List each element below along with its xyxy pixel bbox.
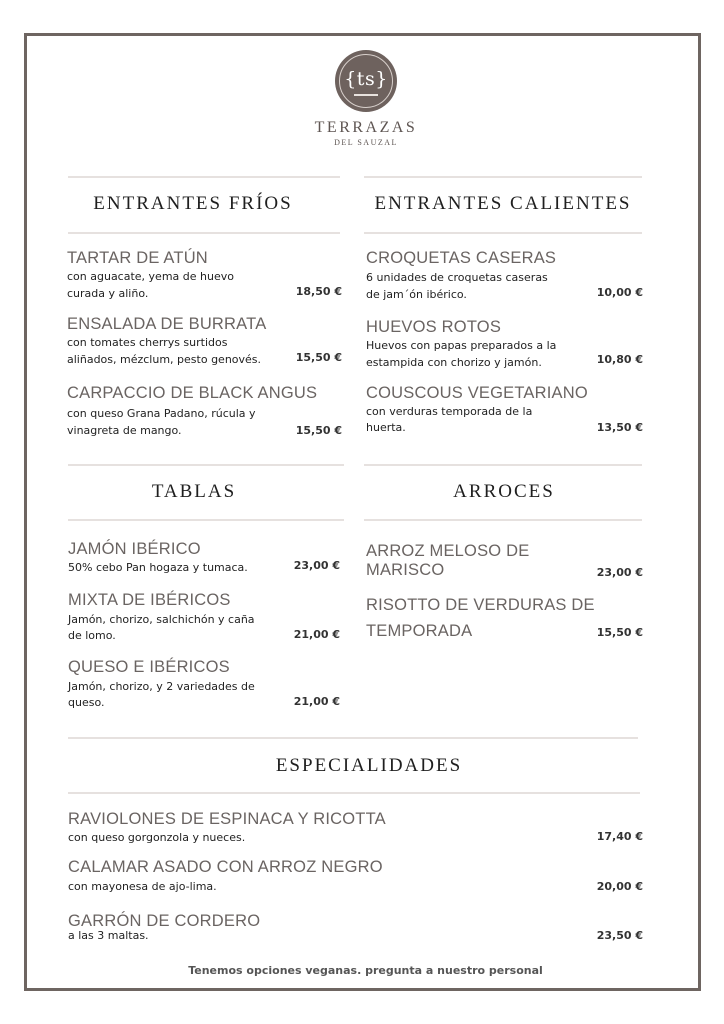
menu-item: [67, 249, 234, 302]
item-desc: 50% cebo Pan hogaza y tumaca.: [68, 561, 248, 574]
item-name: TARTAR DE ATÚN: [67, 249, 208, 267]
logo-badge: [335, 50, 397, 112]
logo-underline: [354, 94, 378, 96]
item-price: 10,80 €: [596, 353, 643, 366]
item-price: 21,00 €: [293, 628, 340, 641]
section-title-tablas: TABLAS: [151, 481, 237, 502]
item-price: 23,00 €: [596, 566, 643, 579]
item-desc: de lomo.: [68, 629, 116, 642]
item-name: RISOTTO DE VERDURAS DE: [366, 596, 595, 614]
item-name: CARPACCIO DE BLACK ANGUS: [67, 384, 318, 402]
item-name: ARROZ MELOSO DE: [366, 542, 530, 560]
divider: [364, 176, 642, 178]
item-desc: con queso Grana Padano, rúcula y: [67, 407, 256, 420]
item-desc: a las 3 maltas.: [68, 929, 149, 942]
item-desc: curada y aliño.: [67, 287, 149, 300]
menu-item: [67, 384, 317, 439]
item-price: 20,00 €: [596, 880, 643, 893]
section-title-arroces: ARROCES: [453, 481, 555, 502]
item-price: 10,00 €: [596, 286, 643, 299]
menu-item: [366, 249, 556, 303]
divider: [364, 232, 642, 234]
menu-item: [366, 596, 595, 641]
item-desc: Jamón, chorizo, salchichón y caña: [68, 613, 255, 626]
item-name: CALAMAR ASADO CON ARROZ NEGRO: [68, 858, 383, 876]
item-price: 17,40 €: [596, 830, 643, 843]
item-desc: queso.: [68, 696, 105, 709]
item-desc: con verduras temporada de la: [366, 405, 533, 418]
item-price: 15,50 €: [295, 351, 342, 364]
item-price: 21,00 €: [293, 695, 340, 708]
item-price: 18,50 €: [295, 285, 342, 298]
menu-item: [68, 540, 248, 576]
section-title-entrantes-frios: ENTRANTES FRÍOS: [93, 193, 293, 214]
divider: [364, 519, 642, 521]
item-name: MARISCO: [366, 561, 445, 579]
item-price: 15,50 €: [596, 626, 643, 639]
divider: [364, 464, 642, 466]
divider: [68, 737, 638, 739]
item-price: 15,50 €: [295, 424, 342, 437]
item-name: ENSALADA DE BURRATA: [67, 315, 267, 333]
item-name: RAVIOLONES DE ESPINACA Y RICOTTA: [68, 810, 386, 828]
divider: [68, 464, 344, 466]
item-desc: con tomates cherrys surtidos: [67, 336, 228, 349]
section-title-especialidades: ESPECIALIDADES: [275, 755, 463, 776]
menu-item: [67, 315, 266, 368]
item-desc: de jam´ón ibérico.: [366, 288, 467, 301]
item-desc: Huevos con papas preparados a la: [366, 339, 557, 352]
item-desc: aliñados, mézclum, pesto genovés.: [67, 353, 262, 366]
item-name: JAMÓN IBÉRICO: [68, 540, 201, 558]
item-name: COUSCOUS VEGETARIANO: [366, 384, 588, 402]
menu-item: [68, 658, 255, 711]
item-desc: estampida con chorizo y jamón.: [366, 356, 542, 369]
item-name: GARRÓN DE CORDERO: [68, 912, 261, 930]
menu-item: [68, 912, 260, 944]
menu-item: [68, 810, 386, 846]
item-price: 23,00 €: [293, 559, 340, 572]
item-name: MIXTA DE IBÉRICOS: [68, 591, 231, 609]
divider: [68, 519, 344, 521]
menu-item: [366, 318, 556, 371]
menu-item: [68, 858, 383, 895]
item-price: 23,50 €: [596, 929, 643, 942]
menu-item: [366, 384, 588, 436]
item-desc: con queso gorgonzola y nueces.: [68, 831, 246, 844]
logo-text: {ts}: [344, 68, 388, 90]
divider: [68, 176, 340, 178]
brand-name: TERRAZAS: [314, 119, 418, 136]
item-desc: Jamón, chorizo, y 2 variedades de: [68, 680, 255, 693]
item-price: 13,50 €: [596, 421, 643, 434]
item-name: QUESO E IBÉRICOS: [68, 658, 230, 676]
item-desc: 6 unidades de croquetas caseras: [366, 271, 548, 284]
section-title-entrantes-calientes: ENTRANTES CALIENTES: [374, 193, 632, 214]
footer-note: Tenemos opciones veganas. pregunta a nuestro personal: [188, 964, 543, 977]
divider: [68, 232, 340, 234]
item-desc: huerta.: [366, 421, 406, 434]
item-desc: con mayonesa de ajo-lima.: [68, 880, 217, 893]
menu-item: [366, 542, 529, 580]
item-desc: con aguacate, yema de huevo: [67, 270, 234, 283]
brand-subtitle: DEL SAUZAL: [334, 138, 398, 147]
menu-item: [68, 591, 255, 644]
divider: [68, 792, 640, 794]
item-desc: vinagreta de mango.: [67, 424, 182, 437]
item-name: TEMPORADA: [366, 622, 473, 640]
item-name: HUEVOS ROTOS: [366, 318, 502, 336]
item-name: CROQUETAS CASERAS: [366, 249, 557, 267]
